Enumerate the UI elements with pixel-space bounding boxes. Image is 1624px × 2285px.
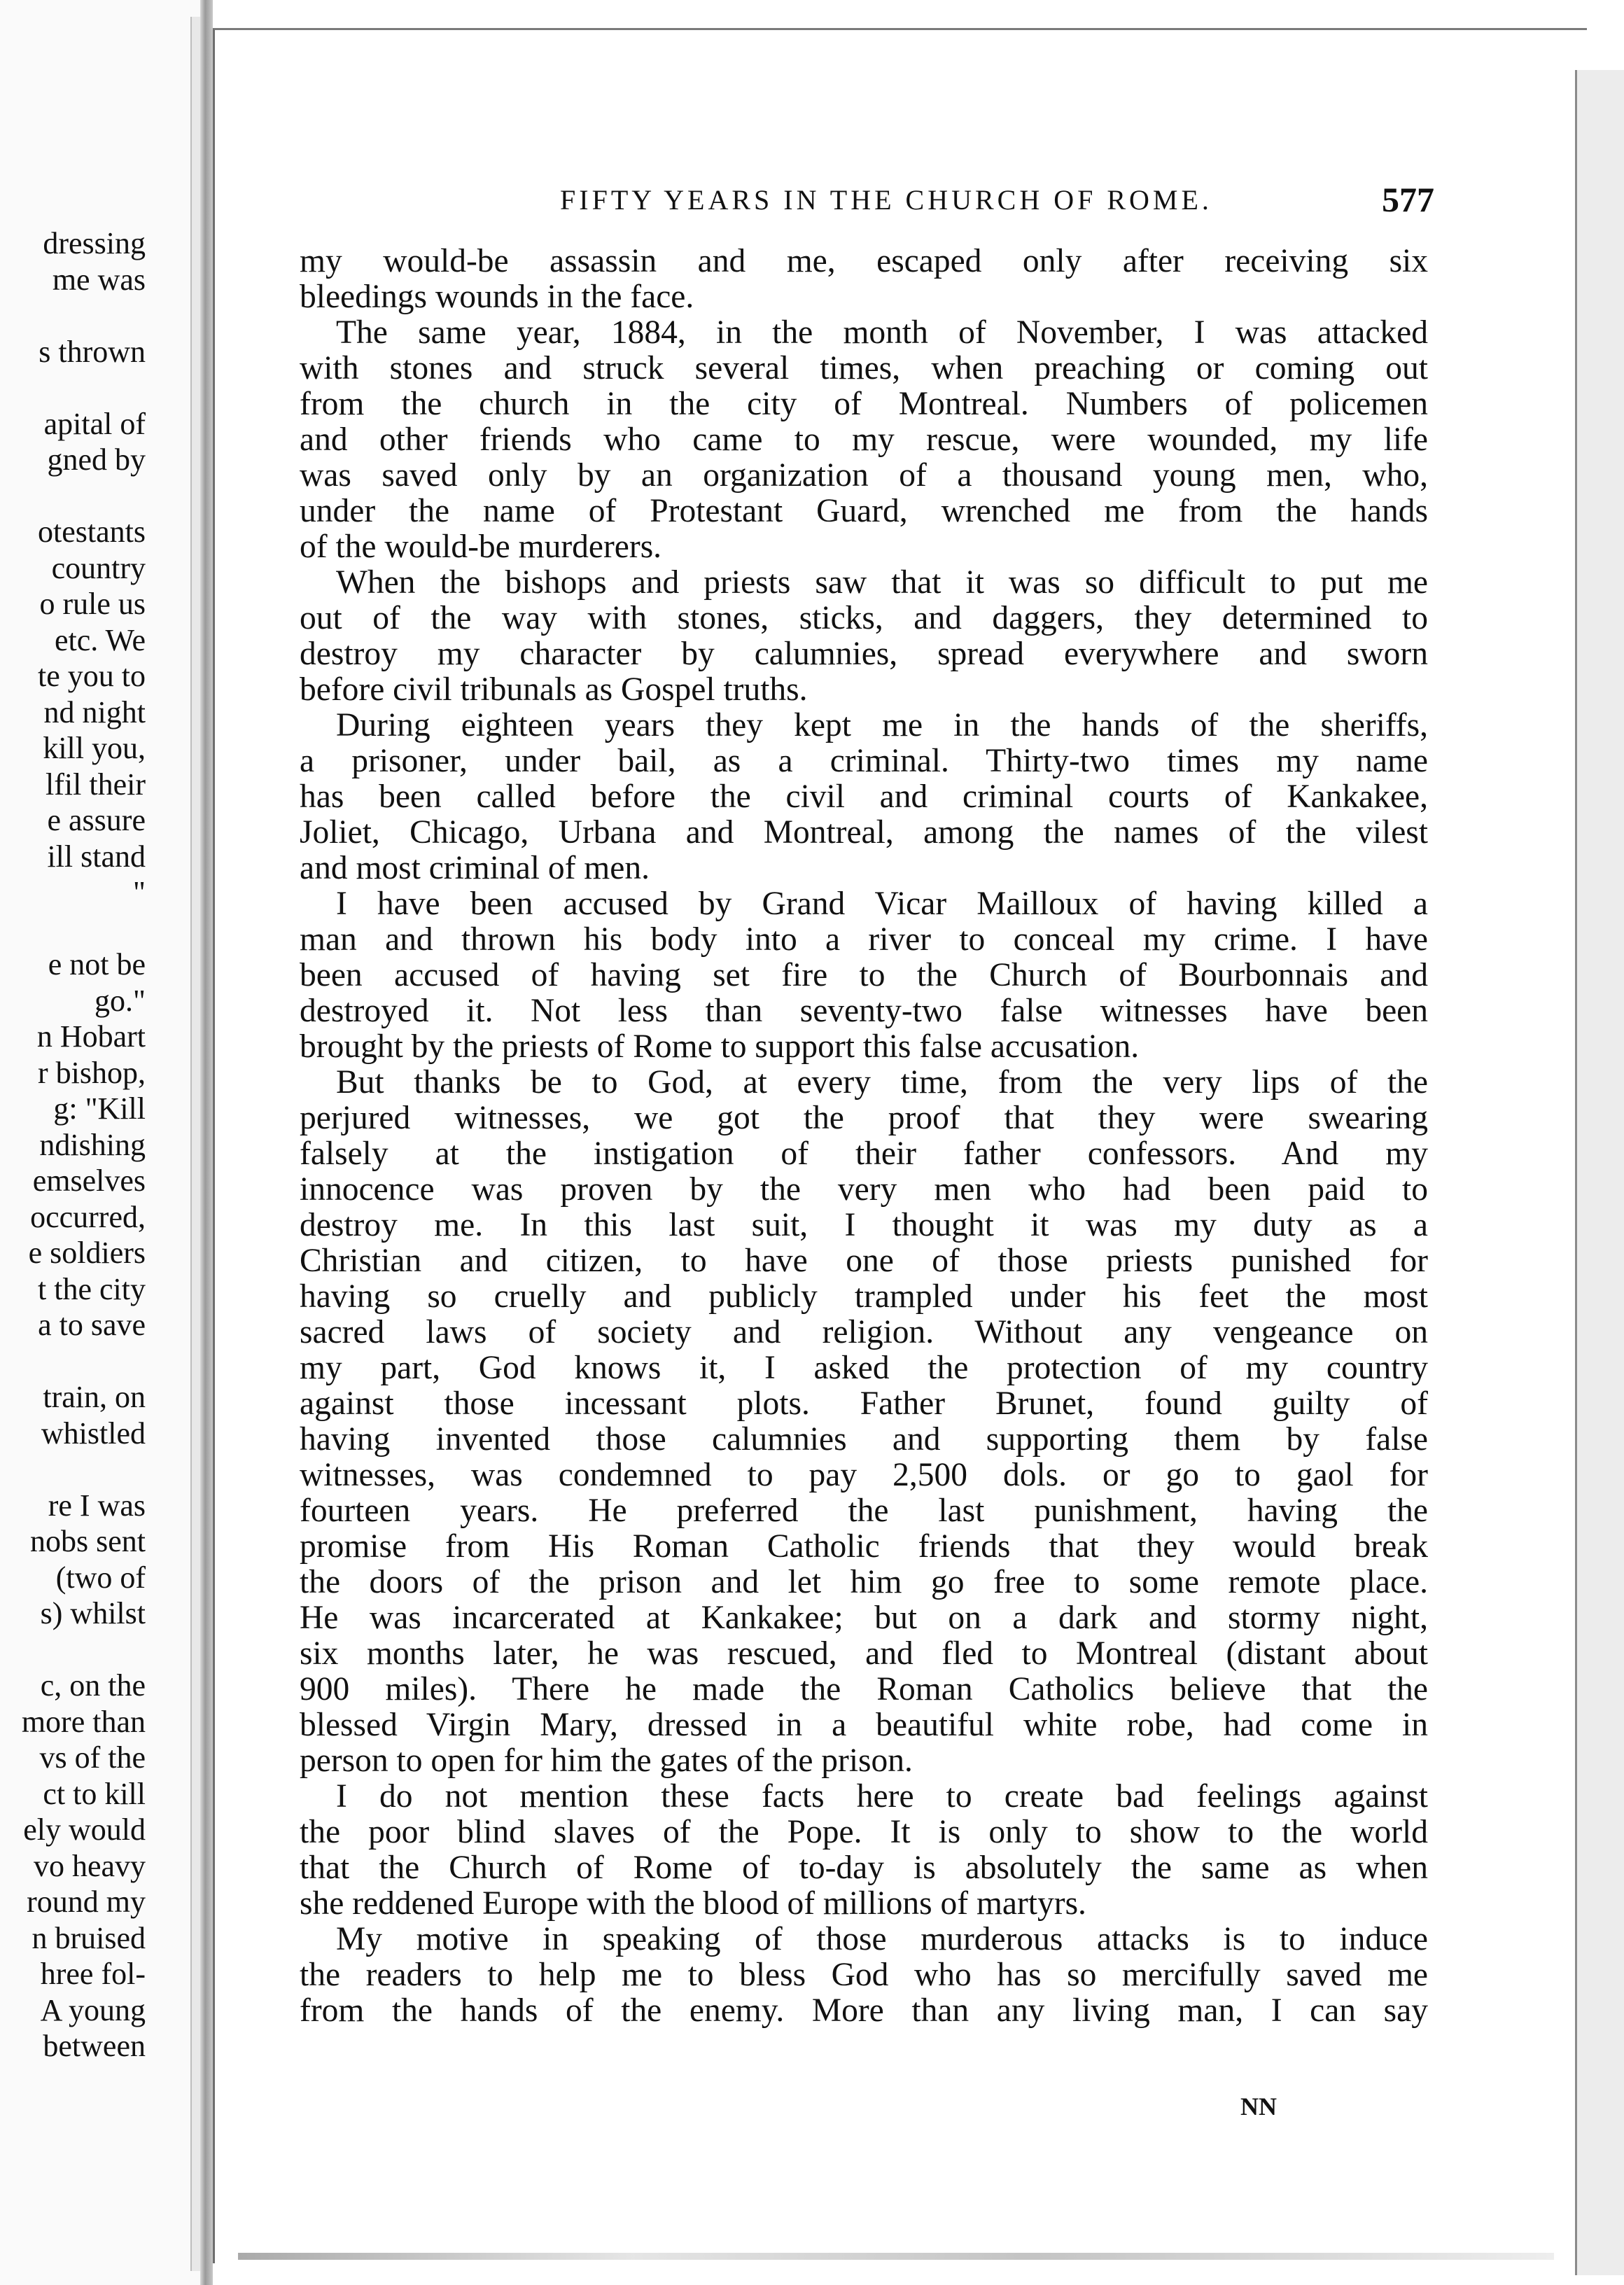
left-page-line: ely would [23,1812,146,1847]
left-page-line: kill you, [43,731,146,765]
signature-mark: NN [1240,2092,1277,2120]
left-page-line: occurred, [30,1199,146,1234]
text-line: destroy my character by calumnies, spread everywhere and sworn [300,636,1428,672]
left-page-line: (two of [55,1560,146,1595]
text-line: before civil tribunals as Gospel truths. [300,671,808,708]
running-title: FIFTY YEARS IN THE CHURCH OF ROME. [560,184,1212,216]
left-page-line: g: "Kill [53,1091,146,1126]
left-page-line: te you to [38,659,146,693]
left-page-line: A young [40,1992,146,2027]
book-spine [200,0,213,2285]
left-page-line: n bruised [31,1920,146,1955]
text-line: with stones and struck several times, when preaching or coming out [300,350,1428,386]
text-line: my would-be assassin and me, escaped only after receiving six [300,243,1428,279]
text-line: the poor blind slaves of the Pope. It is only to show to the world [300,1814,1428,1850]
left-page-line: nd night [43,694,146,729]
left-page-line: gned by [47,442,146,477]
left-page-line: ill stand [47,839,146,874]
text-line: destroy me. In this last suit, I thought it was my duty as a [300,1207,1428,1243]
left-page-text [3,225,146,2064]
text-line: sacred laws of society and religion. Without any vengeance on [300,1314,1428,1350]
text-line: has been called before the civil and criminal courts of Kankakee, [300,778,1428,815]
text-line: promise from His Roman Catholic friends that they would break [300,1528,1428,1565]
left-page-edge [190,17,200,2271]
page-number: 577 [1382,180,1434,219]
text-line: The same year, 1884, in the month of November, I was attacked [336,314,1428,351]
left-page-line: dressing [43,226,146,260]
text-line: that the Church of Rome of to-day is absolutely the same as when [300,1850,1428,1886]
text-line: been accused of having set fire to the Church of Bourbonnais and [300,957,1428,993]
left-page-line: me was [52,262,146,297]
text-line: Christian and citizen, to have one of those priests punished for [300,1243,1428,1279]
text-line: out of the way with stones, sticks, and daggers, they determined to [300,600,1428,636]
left-page-line: t the city [38,1271,146,1306]
left-page-line: apital of [43,406,146,441]
left-page-line: more than [21,1704,146,1739]
left-page-line [3,1632,146,1668]
left-page-line: s thrown [38,334,146,369]
text-line: witnesses, was condemned to pay 2,500 dols. or go to gaol for [300,1457,1428,1493]
left-page-line: country [51,550,146,585]
left-page-line [3,911,146,947]
text-line: But thanks be to God, at every time, from the very lips of the [336,1064,1428,1100]
text-line: falsely at the instigation of their father confessors. And my [300,1135,1428,1172]
text-line: against those incessant plots. Father Brunet, found guilty of [300,1385,1428,1422]
text-line: During eighteen years they kept me in the hands of the sheriffs, [336,707,1428,743]
text-line: He was incarcerated at Kankakee; but on a dark and stormy night, [300,1600,1428,1636]
left-page-line: whistled [41,1416,146,1451]
body-text [300,244,1428,2029]
left-page-line: vo heavy [33,1848,146,1883]
scan-smudge [238,2253,1554,2260]
text-line: destroyed it. Not less than seventy-two false witnesses have been [300,993,1428,1029]
text-line: having invented those calumnies and supporting them by false [300,1421,1428,1458]
text-line: the readers to help me to bless God who has so mercifully saved me [300,1957,1428,1993]
left-page [0,0,200,2285]
text-line: from the church in the city of Montreal. Numbers of policemen [300,386,1428,422]
left-page-line: between [43,2029,146,2063]
text-line: brought by the priests of Rome to support this false accusation. [300,1028,1140,1065]
left-page-line: emselves [32,1164,146,1198]
left-page-line: nobs sent [30,1524,146,1558]
left-page-line: lfil their [46,767,146,802]
text-line: and most criminal of men. [300,850,650,886]
left-page-line: round my [27,1885,146,1919]
left-page-line: e assure [47,803,146,837]
left-page-line: otestants [38,515,146,549]
left-page-line: go." [94,983,146,1018]
left-page-line: vs of the [39,1740,146,1775]
text-line: fourteen years. He preferred the last punishment, having the [300,1493,1428,1529]
left-page-line [3,1343,146,1380]
left-page-line: re I was [48,1488,146,1523]
left-page-line: etc. We [54,622,146,657]
left-page-line [3,478,146,515]
text-line: When the bishops and priests saw that it was so difficult to put me [336,564,1428,601]
left-page-line [3,1451,146,1488]
text-line: person to open for him the gates of the prison. [300,1742,913,1779]
text-line: I do not mention these facts here to create bad feelings against [336,1778,1428,1815]
left-page-line: r bishop, [38,1055,146,1090]
left-page-line: c, on the [40,1668,146,1703]
text-line: under the name of Protestant Guard, wrenched me from the hands [300,493,1428,529]
text-line: innocence was proven by the very men who had been paid to [300,1171,1428,1208]
left-page-line [3,298,146,334]
text-line: and other friends who came to my rescue, were wounded, my life [300,421,1428,458]
text-line: having so cruelly and publicly trampled under his feet the most [300,1278,1428,1315]
left-page-line: o rule us [39,587,146,621]
left-page-line: ct to kill [43,1776,146,1811]
left-page-line: hree fol- [40,1957,146,1991]
text-line: my part, God knows it, I asked the protection of my country [300,1350,1428,1386]
text-line: she reddened Europe with the blood of millions of martyrs. [300,1885,1086,1922]
text-line: I have been accused by Grand Vicar Mailloux of having killed a [336,886,1428,922]
text-line: perjured witnesses, we got the proof that they were swearing [300,1100,1428,1136]
right-page-edge [1575,70,1624,2275]
text-line: of the would-be murderers. [300,529,662,565]
left-page-line: train, on [43,1380,146,1414]
text-line: blessed Virgin Mary, dressed in a beautiful white robe, had come in [300,1707,1428,1743]
left-page-line: e soldiers [28,1236,146,1270]
left-page-line: s) whilst [40,1596,146,1630]
text-line: My motive in speaking of those murderous attacks is to induce [336,1921,1428,1957]
left-page-line: e not be [48,947,146,981]
text-line: 900 miles). There he made the Roman Catholics believe that the [300,1671,1428,1707]
text-line: six months later, he was rescued, and fled to Montreal (distant about [300,1635,1428,1672]
text-line: was saved only by an organization of a thousand young men, who, [300,457,1428,494]
text-line: a prisoner, under bail, as a criminal. Thirty-two times my name [300,743,1428,779]
text-line: the doors of the prison and let him go free to some remote place. [300,1564,1428,1600]
left-page-line: " [133,875,146,909]
text-line: from the hands of the enemy. More than any living man, I can say [300,1992,1428,2029]
text-line: Joliet, Chicago, Urbana and Montreal, among the names of the vilest [300,814,1428,851]
left-page-line: n Hobart [36,1019,146,1054]
text-line: bleedings wounds in the face. [300,279,694,315]
text-line: man and thrown his body into a river to conceal my crime. I have [300,921,1428,958]
left-page-line [3,370,146,406]
left-page-line: ndishing [39,1127,146,1162]
left-page-line: a to save [38,1308,146,1342]
